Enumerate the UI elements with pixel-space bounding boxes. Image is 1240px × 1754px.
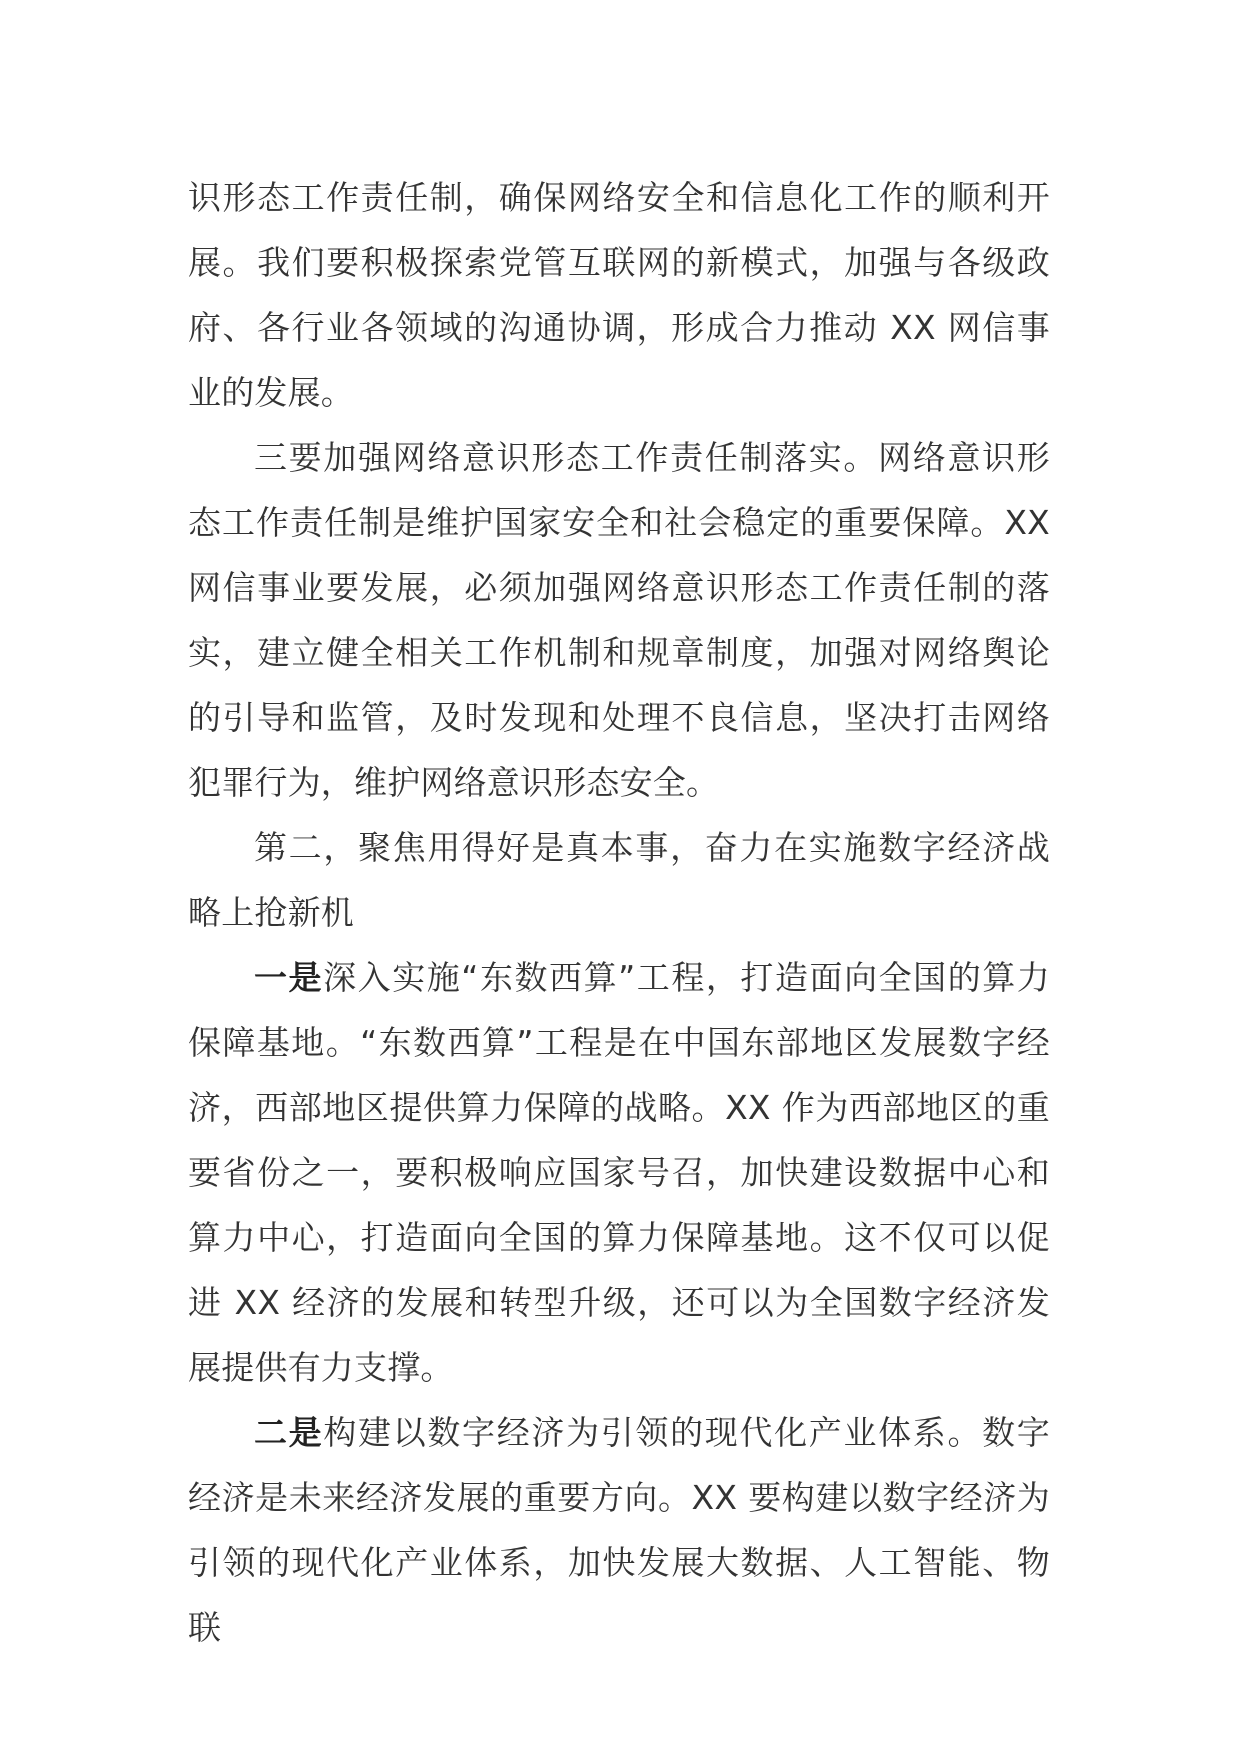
paragraph-text: 构建以数字经济为引领的现代化产业体系。数字经济是未来经济发展的重要方向。XX 要构建以数字经济为引领的现代化产业体系，加快发展大数据、人工智能、物联 xyxy=(188,1413,1051,1647)
paragraph-lead: 一是 xyxy=(254,958,324,997)
section-heading-text: 第二，聚焦用得好是真本事，奋力在实施数字经济战略上抢新机 xyxy=(188,828,1050,932)
section-heading-second xyxy=(188,815,1050,945)
paragraph-text: 深入实施“东数西算”工程，打造面向全国的算力保障基地。“东数西算”工程是在中国东部地区发展数字经济，西部地区提供算力保障的战略。XX 作为西部地区的重要省份之一，要积极响应国家号召，加快建设数据中心和算力中心，打造面向全国的算力保障基地。这不仅可以促进 XX 经济的发展和转型升级，还可以为全国数字经济发展提供有力支撑。 xyxy=(188,958,1051,1387)
document-body xyxy=(188,165,1050,1660)
paragraph-point-one xyxy=(188,945,1050,1400)
paragraph-text: 三要加强网络意识形态工作责任制落实。网络意识形态工作责任制是维护国家安全和社会稳定的重要保障。XX 网信事业要发展，必须加强网络意识形态工作责任制的落实，建立健全相关工作机制和规章制度，加强对网络舆论的引导和监管，及时发现和处理不良信息，坚决打击网络犯罪行为，维护网络意识形态安全。 xyxy=(188,438,1050,802)
paragraph-text: 识形态工作责任制，确保网络安全和信息化工作的顺利开展。我们要积极探索党管互联网的新模式，加强与各级政府、各行业各领域的沟通协调，形成合力推动 XX 网信事业的发展。 xyxy=(188,178,1050,412)
paragraph-lead: 二是 xyxy=(254,1413,324,1452)
paragraph-point-three xyxy=(188,425,1050,815)
paragraph-continuation xyxy=(188,165,1050,425)
paragraph-point-two xyxy=(188,1400,1050,1660)
